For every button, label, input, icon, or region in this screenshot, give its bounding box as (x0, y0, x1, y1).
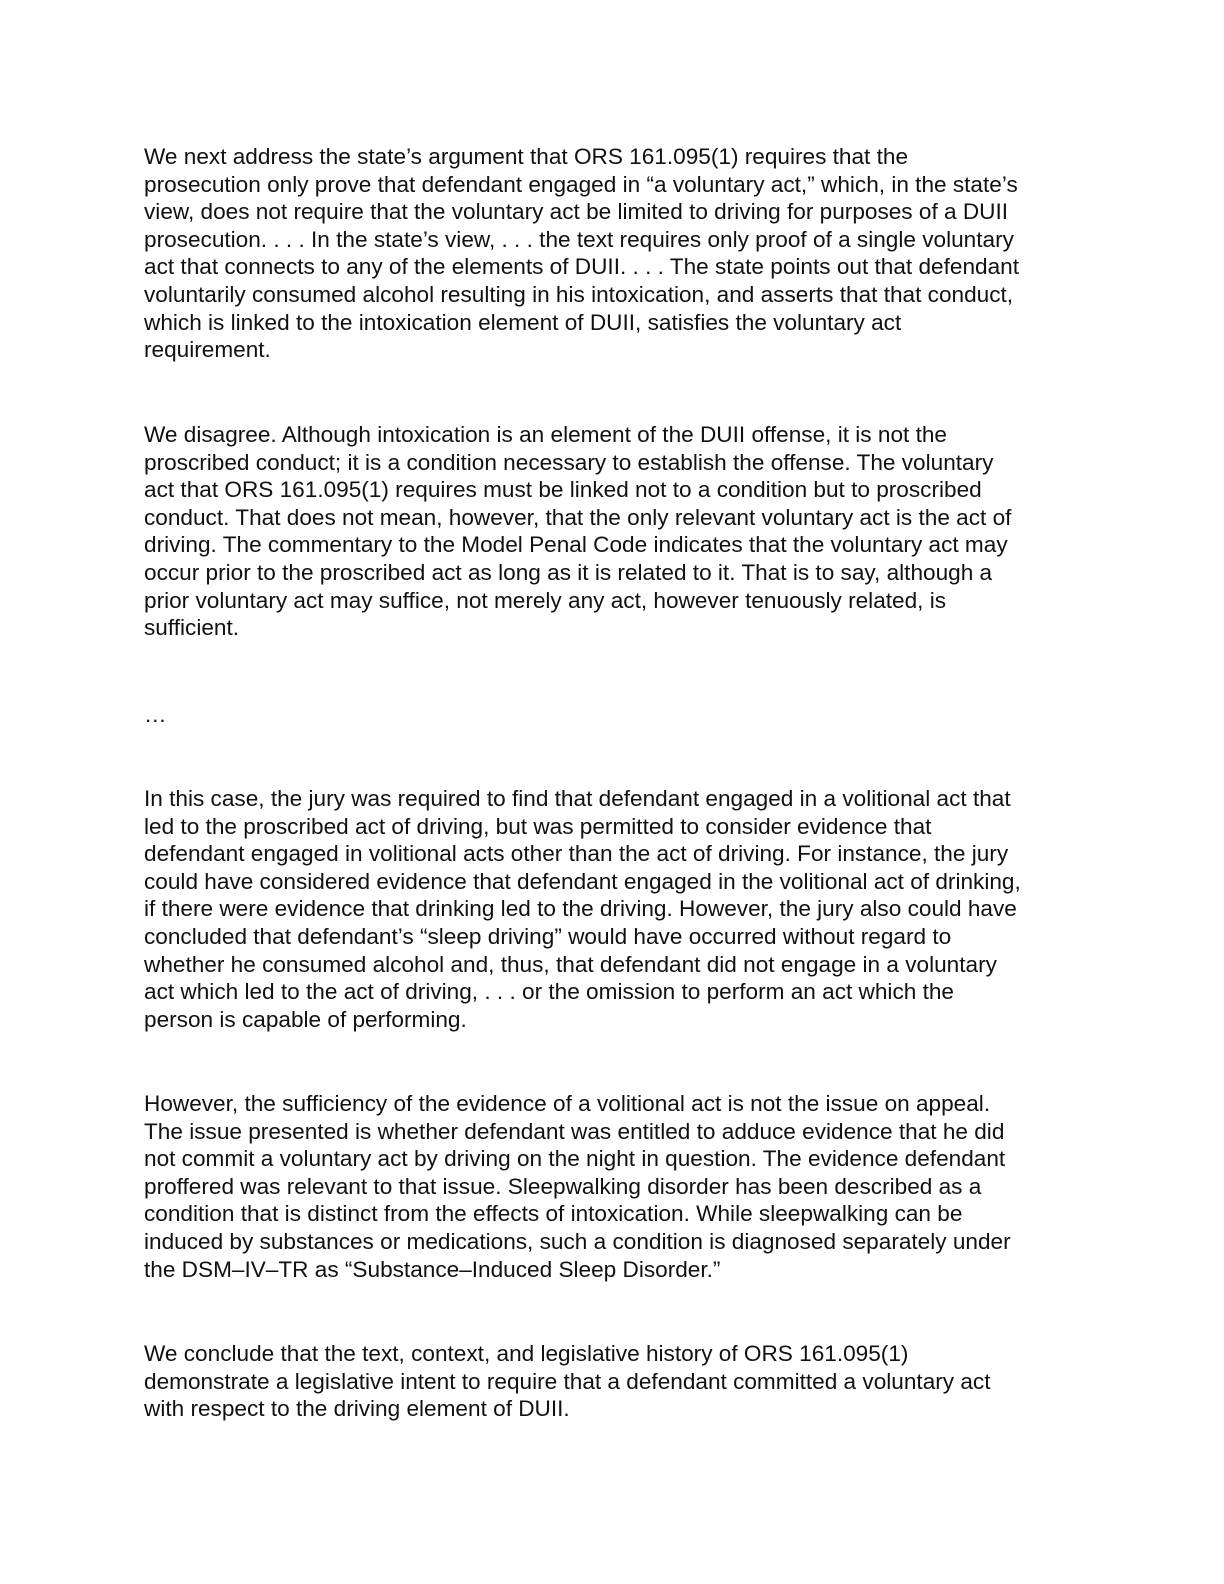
text-line: concluded that defendant’s “sleep driving” would have occurred without regard to (144, 923, 952, 949)
text-line: The issue presented is whether defendant was entitled to adduce evidence that he did (144, 1118, 1005, 1144)
paragraph-jury-finding (144, 785, 1074, 1033)
text-line: act that connects to any of the elements of DUII. . . . The state points out that defendant (144, 254, 1019, 280)
text-line: which is linked to the intoxication element of DUII, satisfies the voluntary act (144, 309, 902, 335)
text-line: driving. The commentary to the Model Penal Code indicates that the voluntary act may (144, 532, 1008, 558)
text-line: act that ORS 161.095(1) requires must be linked not to a condition but to proscribed (144, 477, 982, 503)
text-line: demonstrate a legislative intent to require that a defendant committed a voluntary act (144, 1368, 991, 1394)
text-line: could have considered evidence that defendant engaged in the volitional act of drinking, (144, 868, 1021, 894)
text-line: if there were evidence that drinking led to the driving. However, the jury also could have (144, 896, 1017, 922)
text-line: induced by substances or medications, such a condition is diagnosed separately under (144, 1228, 1011, 1254)
text-line: proscribed conduct; it is a condition necessary to establish the offense. The voluntary (144, 449, 994, 475)
text-line: sufficient. (144, 615, 240, 641)
text-line: act which led to the act of driving, . . . or the omission to perform an act which the (144, 979, 954, 1005)
text-line: the DSM–IV–TR as “Substance–Induced Sleep Disorder.” (144, 1256, 721, 1282)
text-line: with respect to the driving element of DUII. (144, 1396, 570, 1422)
text-line: prior voluntary act may suffice, not merely any act, however tenuously related, is (144, 587, 947, 613)
text-line: prosecution only prove that defendant engaged in “a voluntary act,” which, in the state’s (144, 171, 1018, 197)
text-line: We disagree. Although intoxication is an element of the DUII offense, it is not the (144, 422, 947, 447)
text-line: defendant engaged in volitional acts other than the act of driving. For instance, the jury (144, 841, 1009, 867)
text-line: We next address the state’s argument that ORS 161.095(1) requires that the (144, 144, 909, 169)
paragraph-disagreement (144, 421, 1074, 642)
text-line: not commit a voluntary act by driving on the night in question. The evidence defendant (144, 1146, 1006, 1172)
text-line: requirement. (144, 337, 271, 363)
text-line: conduct. That does not mean, however, that the only relevant voluntary act is the act of (144, 504, 1012, 530)
text-line: voluntarily consumed alcohol resulting in his intoxication, and asserts that that conduct, (144, 281, 1014, 307)
text-line: occur prior to the proscribed act as long as it is related to it. That is to say, although a (144, 559, 993, 585)
text-line: led to the proscribed act of driving, but was permitted to consider evidence that (144, 813, 932, 839)
text-line: prosecution. . . . In the state’s view, . . . the text requires only proof of a single voluntary (144, 226, 1014, 252)
paragraph-conclusion (144, 1340, 1074, 1423)
text-line: proffered was relevant to that issue. Sleepwalking disorder has been described as a (144, 1173, 982, 1199)
text-line: view, does not require that the voluntary act be limited to driving for purposes of a DUII (144, 199, 1009, 225)
text-line: However, the sufficiency of the evidence of a volitional act is not the issue on appeal. (144, 1091, 991, 1116)
text-line: whether he consumed alcohol and, thus, that defendant did not engage in a voluntary (144, 951, 997, 977)
paragraph-sufficiency-of-evidence (144, 1090, 1074, 1283)
text-line: In this case, the jury was required to find that defendant engaged in a volitional act that (144, 786, 1011, 811)
ellipsis-text: … (144, 702, 167, 727)
text-line: person is capable of performing. (144, 1006, 467, 1032)
paragraph-state-argument (144, 143, 1074, 364)
paragraph-ellipsis (144, 701, 1074, 729)
text-line: condition that is distinct from the effects of intoxication. While sleepwalking can be (144, 1201, 963, 1227)
text-line: We conclude that the text, context, and legislative history of ORS 161.095(1) (144, 1341, 909, 1366)
